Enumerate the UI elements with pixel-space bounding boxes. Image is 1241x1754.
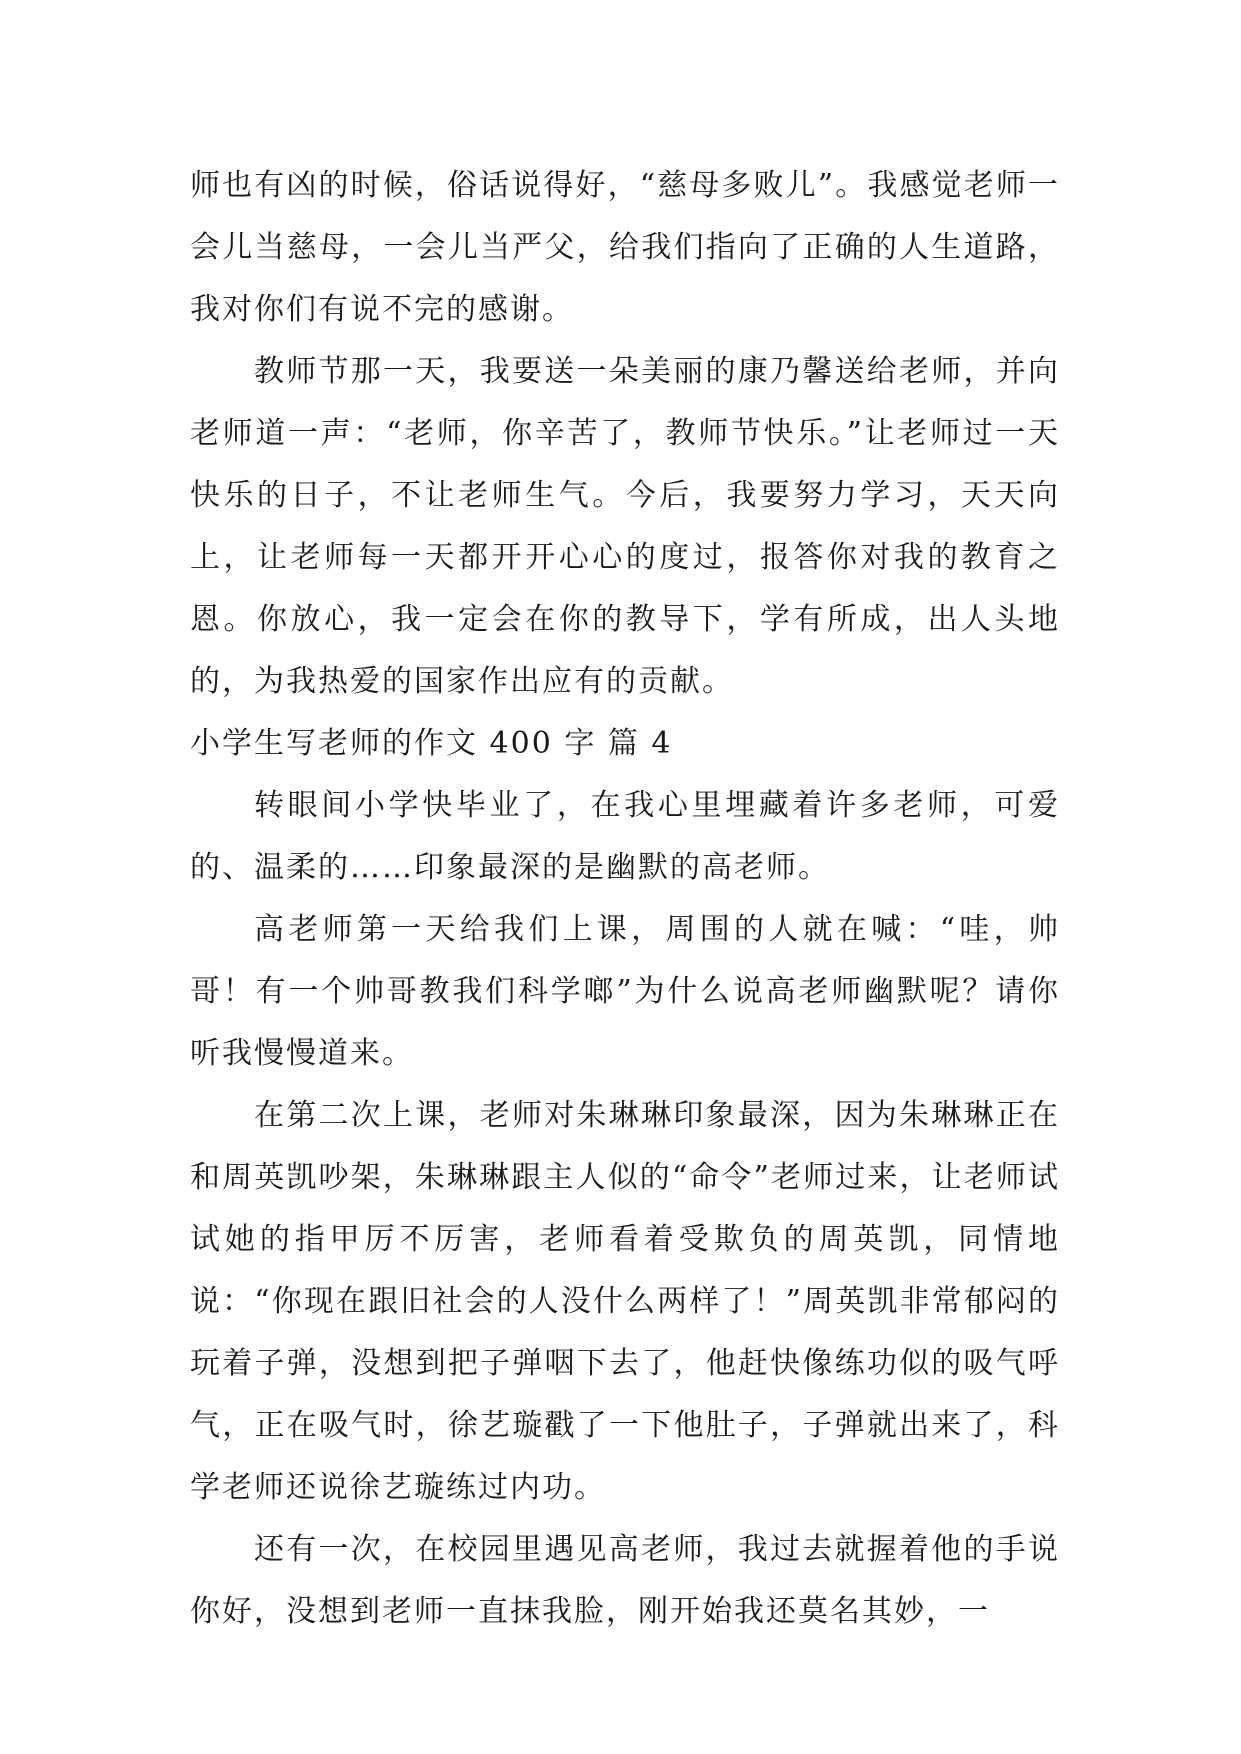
- paragraph: 高老师第一天给我们上课，周围的人就在喊：“哇，帅哥！有一个帅哥教我们科学啷”为什么说高老师幽默呢？请你听我慢慢道来。: [190, 912, 1060, 1071]
- paragraph: 在第二次上课，老师对朱琳琳印象最深，因为朱琳琳正在和周英凯吵架，朱琳琳跟主人似的“命令”老师过来，让老师试试她的指甲厉不厉害，老师看着受欺负的周英凯，同情地说：“你现在跟旧社会的人没什么两样了！”周英凯非常郁闷的玩着子弹，没想到把子弹咽下去了，他赶快像练功似的吸气呼气，正在吸气时，徐艺璇戳了一下他肚子，子弹就出来了，科学老师还说徐艺璇练过内功。: [190, 1098, 1060, 1505]
- document-body: [190, 155, 1060, 1643]
- paragraph: 教师节那一天，我要送一朵美丽的康乃馨送给老师，并向老师道一声：“老师，你辛苦了，教师节快乐。”让老师过一天快乐的日子，不让老师生气。今后，我要努力学习，天天向上，让老师每一天都开开心心的度过，报答你对我的教育之恩。你放心，我一定会在你的教导下，学有所成，出人头地的，为我热爱的国家作出应有的贡献。: [190, 354, 1060, 699]
- paragraph: 还有一次，在校园里遇见高老师，我过去就握着他的手说你好，没想到老师一直抹我脸，刚开始我还莫名其妙，一: [190, 1532, 1060, 1629]
- section-heading: 小学生写老师的作文 400 字 篇 4: [190, 726, 673, 761]
- paragraph: 师也有凶的时候，俗话说得好，“慈母多败儿”。我感觉老师一会儿当慈母，一会儿当严父，给我们指向了正确的人生道路，我对你们有说不完的感谢。: [190, 168, 1060, 327]
- paragraph: 转眼间小学快毕业了，在我心里埋藏着许多老师，可爱的、温柔的……印象最深的是幽默的高老师。: [190, 788, 1060, 885]
